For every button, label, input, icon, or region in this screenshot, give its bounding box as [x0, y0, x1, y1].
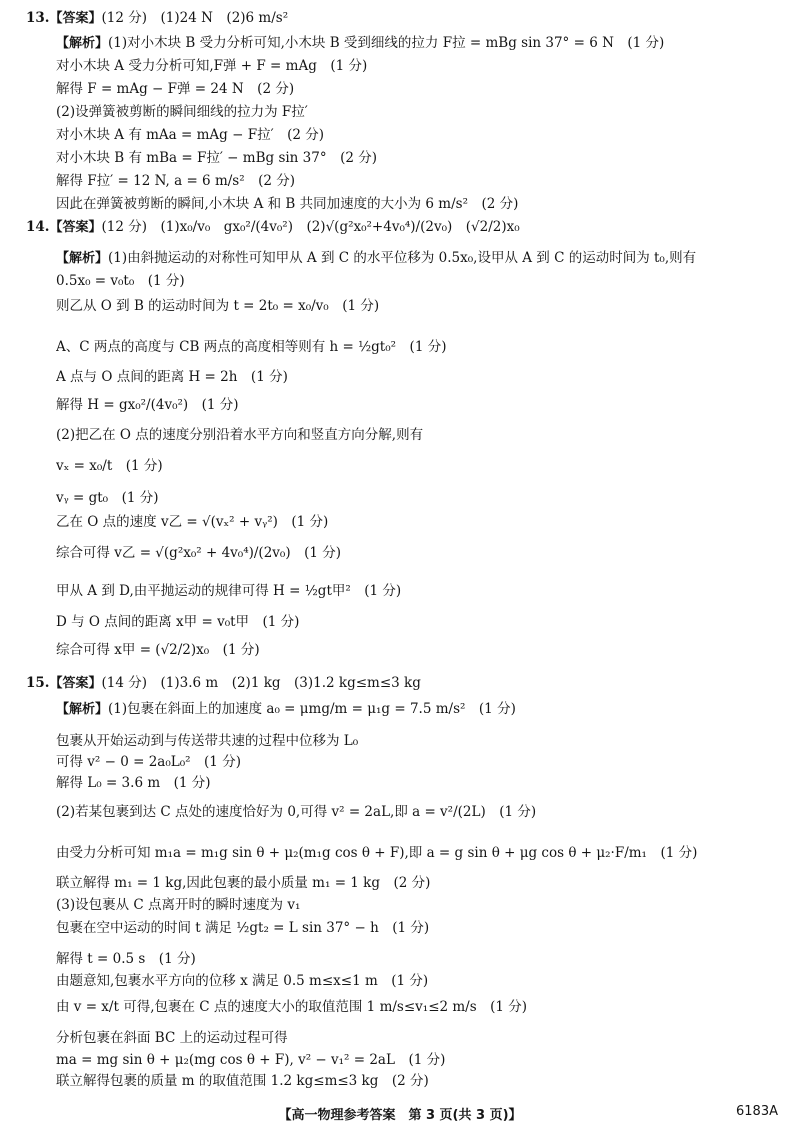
answer-text: (14 分) (1)3.6 m (2)1 kg (3)1.2 kg≤m≤3 kg [101, 675, 421, 691]
analysis-line: A 点与 O 点间的距离 H = 2h (1 分) [56, 369, 288, 385]
analysis-line: 对小木块 A 受力分析可知,F弹 + F = mAg (1 分) [56, 58, 368, 74]
analysis-line: 乙在 O 点的速度 v乙 = √(vₓ² + vᵧ²) (1 分) [56, 514, 329, 530]
analysis-line: vᵧ = gt₀ (1 分) [56, 490, 159, 506]
analysis-line: 解得 F拉′ = 12 N, a = 6 m/s² (2 分) [56, 173, 296, 189]
analysis-line: 由 v = x/t 可得,包裹在 C 点的速度大小的取值范围 1 m/s≤v₁≤2 m/s (1 分) [56, 999, 528, 1015]
q13-answer-line [26, 8, 776, 30]
analysis-line: 包裹在空中运动的时间 t 满足 ½gt₂ = L sin 37° − h (1 分) [56, 920, 430, 936]
analysis-line: 对小木块 B 有 mBa = F拉′ − mBg sin 37° (2 分) [56, 150, 378, 166]
analysis-line: 联立解得 m₁ = 1 kg,因此包裹的最小质量 m₁ = 1 kg (2 分) [56, 875, 431, 891]
analysis-line: 联立解得包裹的质量 m 的取值范围 1.2 kg≤m≤3 kg (2 分) [56, 1073, 429, 1089]
question-number: 13. [26, 10, 50, 26]
analysis-line: 解得 L₀ = 3.6 m (1 分) [56, 775, 211, 791]
analysis-line: 由题意知,包裹水平方向的位移 x 满足 0.5 m≤x≤1 m (1 分) [56, 973, 429, 989]
analysis-line: 解得 H = gx₀²/(4v₀²) (1 分) [56, 397, 239, 413]
analysis-line: (2)若某包裹到达 C 点处的速度恰好为 0,可得 v² = 2aL,即 a = v²/(2L) (1 分) [56, 804, 537, 820]
analysis-line: 综合可得 x甲 = (√2/2)x₀ (1 分) [56, 642, 260, 658]
analysis-line: 对小木块 A 有 mAa = mAg − F拉′ (2 分) [56, 127, 325, 143]
q14-answer-line [26, 210, 776, 246]
answer-text: (12 分) (1)24 N (2)6 m/s² [101, 10, 289, 26]
analysis-line: 综合可得 v乙 = √(g²x₀² + 4v₀⁴)/(2v₀) (1 分) [56, 545, 341, 561]
analysis-line: (3)设包裹从 C 点离开时的瞬时速度为 v₁ [56, 897, 301, 913]
analysis-line: 可得 v² − 0 = 2a₀L₀² (1 分) [56, 754, 241, 770]
question-number: 14. [26, 219, 50, 235]
analysis-line: 【解析】(1)由斜抛运动的对称性可知甲从 A 到 C 的水平位移为 0.5x₀,设甲从 A 到 C 的运动时间为 t₀,则有 [56, 250, 697, 266]
analysis-line: D 与 O 点间的距离 x甲 = v₀t甲 (1 分) [56, 614, 300, 630]
analysis-line: 【解析】(1)包裹在斜面上的加速度 a₀ = μmg/m = μ₁g = 7.5 m/s² (1 分) [56, 701, 516, 717]
answer-label: 【答案】 [49, 220, 102, 235]
analysis-line: 【解析】(1)对小木块 B 受力分析可知,小木块 B 受到细线的拉力 F拉 = mBg sin 37° = 6 N (1 分) [56, 35, 665, 51]
document-code: 6183A [736, 1104, 778, 1119]
analysis-line: vₓ = x₀/t (1 分) [56, 458, 163, 474]
analysis-line: 因此在弹簧被剪断的瞬间,小木块 A 和 B 共同加速度的大小为 6 m/s² (2 分) [56, 196, 519, 212]
analysis-line: 则乙从 O 到 B 的运动时间为 t = 2t₀ = x₀/v₀ (1 分) [56, 298, 380, 314]
answer-label: 【答案】 [49, 11, 102, 26]
question-number: 15. [26, 675, 50, 691]
analysis-line: 包裹从开始运动到与传送带共速的过程中位移为 L₀ [56, 733, 359, 749]
answer-text: (12 分) (1)x₀/v₀ gx₀²/(4v₀²) (2)√(g²x₀²+4v₀⁴)/(2v₀) (√2/2)x₀ [101, 219, 520, 235]
analysis-line: 由受力分析可知 m₁a = m₁g sin θ + μ₂(m₁g cos θ + F),即 a = g sin θ + μg cos θ + μ₂·F/m₁ (1 分) [56, 845, 698, 861]
analysis-line: 甲从 A 到 D,由平抛运动的规律可得 H = ½gt甲² (1 分) [56, 583, 402, 599]
analysis-label: 【解析】 [56, 702, 109, 717]
analysis-line: A、C 两点的高度与 CB 两点的高度相等则有 h = ½gt₀² (1 分) [56, 339, 447, 355]
analysis-label: 【解析】 [56, 251, 109, 266]
analysis-line: 解得 F = mAg − F弹 = 24 N (2 分) [56, 81, 295, 97]
analysis-label: 【解析】 [56, 36, 109, 51]
analysis-line: ma = mg sin θ + μ₂(mg cos θ + F), v² − v₁² = 2aL (1 分) [56, 1052, 446, 1068]
answer-label: 【答案】 [49, 676, 102, 691]
analysis-line: (2)把乙在 O 点的速度分别沿着水平方向和竖直方向分解,则有 [56, 427, 424, 443]
analysis-line: (2)设弹簧被剪断的瞬间细线的拉力为 F拉′ [56, 104, 308, 120]
analysis-line: 解得 t = 0.5 s (1 分) [56, 951, 196, 967]
page-footer: 【高一物理参考答案 第 3 页(共 3 页)】 [278, 1108, 522, 1123]
analysis-line: 分析包裹在斜面 BC 上的运动过程可得 [56, 1030, 288, 1046]
analysis-line: 0.5x₀ = v₀t₀ (1 分) [56, 273, 185, 289]
